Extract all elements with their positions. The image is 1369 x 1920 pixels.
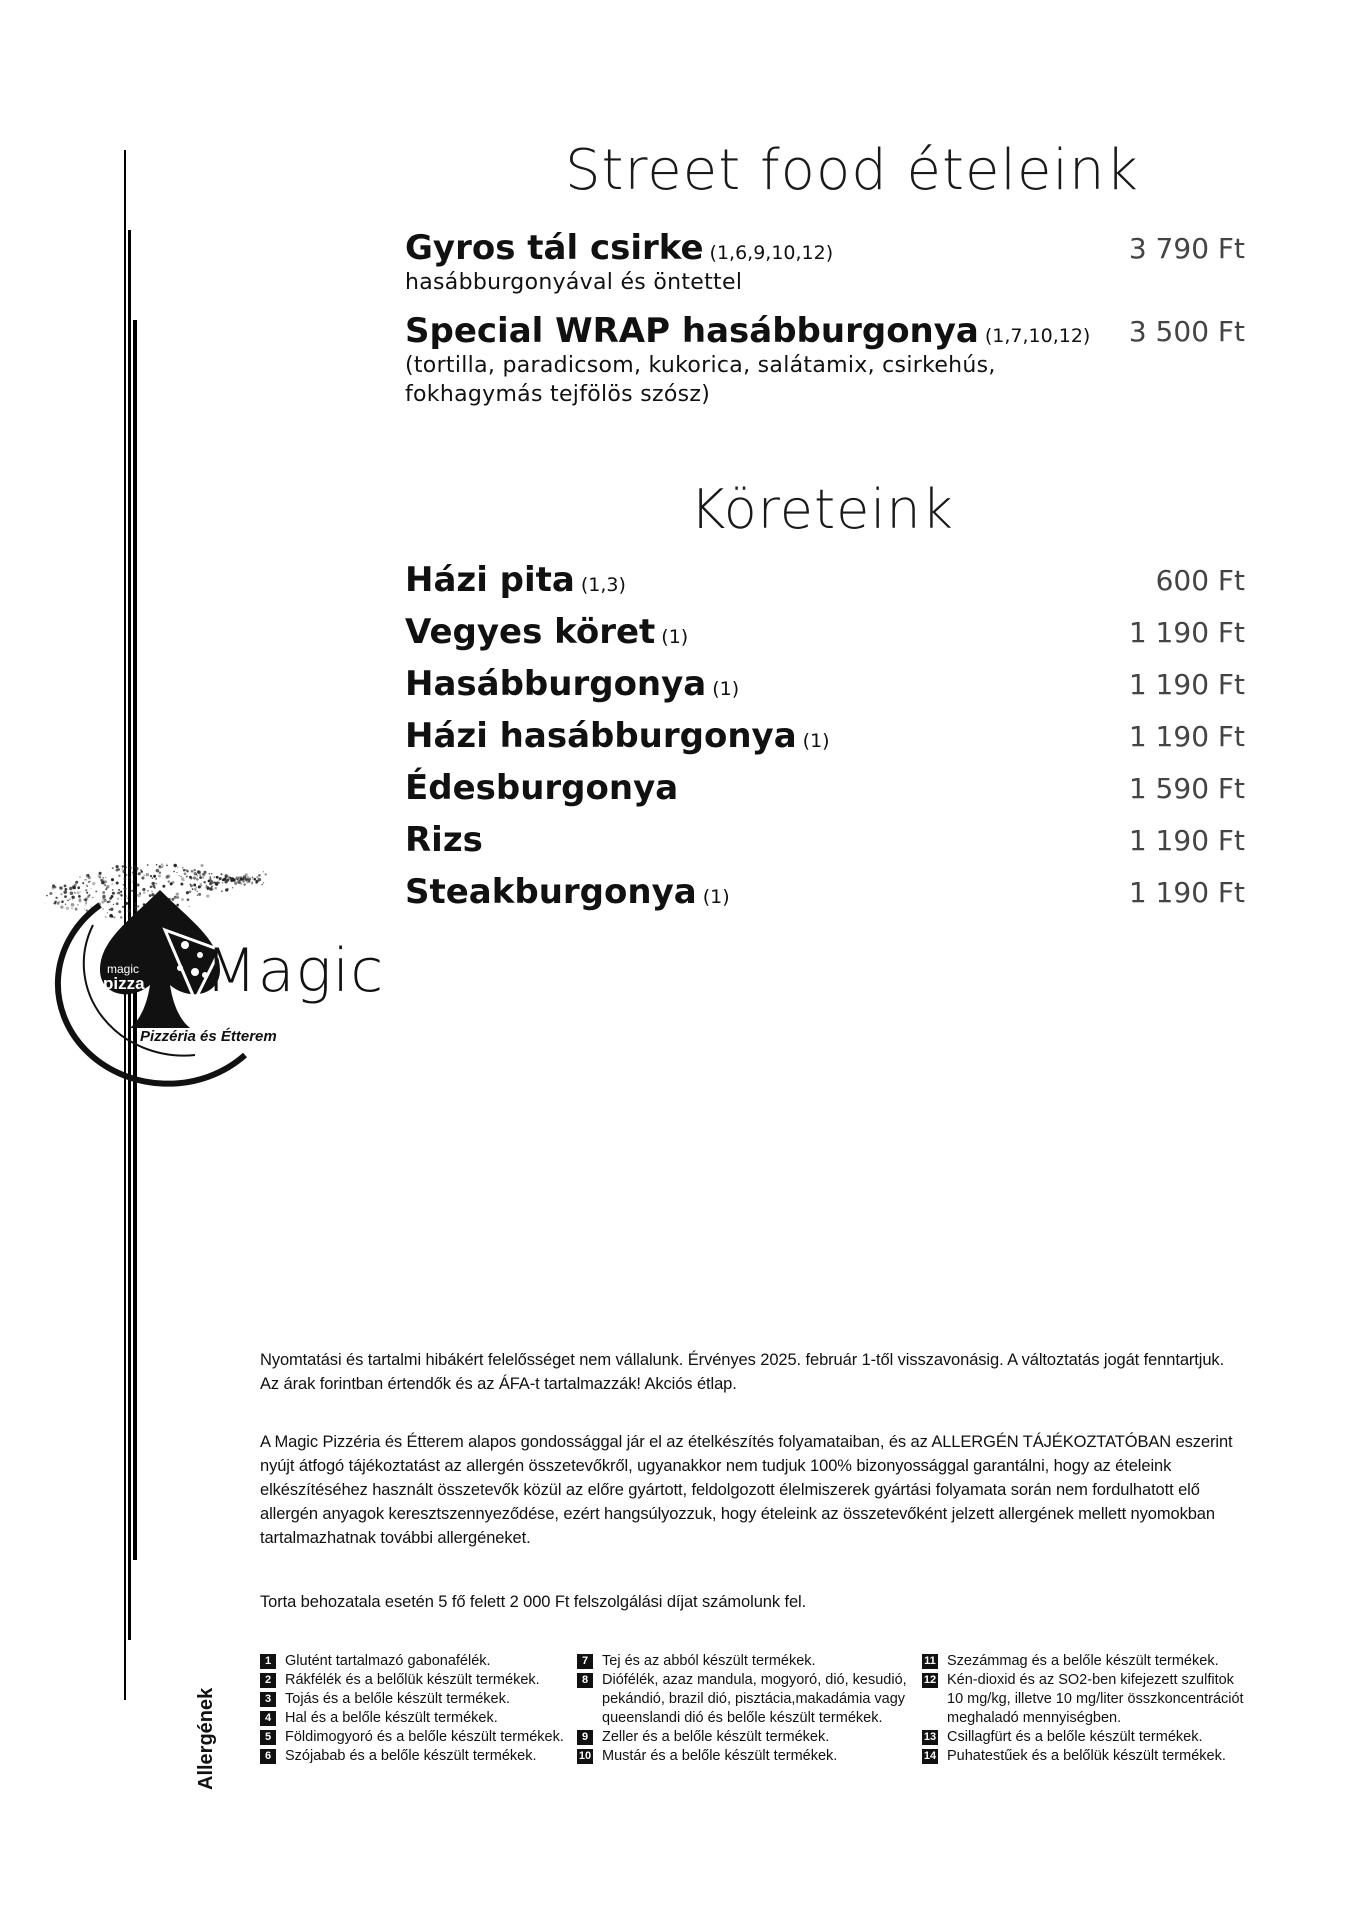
allergen-text: Tej és az abból készült termékek. xyxy=(602,1653,816,1669)
item-allergens: (1,3) xyxy=(580,574,626,596)
item-allergens: (1) xyxy=(712,678,740,700)
menu-item xyxy=(405,612,1245,664)
allergen-entry xyxy=(260,1747,570,1766)
cake-fee-text: Torta behozatala esetén 5 fő felett 2 000 Ft felszolgálási díjat számolunk fel. xyxy=(260,1593,807,1611)
allergen-number: 1 xyxy=(260,1654,276,1669)
item-allergens: (1) xyxy=(702,886,730,908)
allergens-title: Allergének xyxy=(195,1687,217,1790)
allergen-column xyxy=(260,1652,570,1766)
allergen-entry xyxy=(577,1728,907,1747)
allergen-text: Puhatestűek és a belőlük készült termékek. xyxy=(947,1748,1226,1764)
allergen-number: 12 xyxy=(923,1674,937,1686)
item-allergens: (1) xyxy=(802,730,830,752)
allergen-entry xyxy=(260,1709,570,1728)
item-price: 1 190 Ft xyxy=(1128,720,1245,753)
section-title-street-food: Street food ételeink xyxy=(565,138,1139,203)
menu-item xyxy=(405,228,1245,297)
item-name: Rizs xyxy=(405,820,483,860)
allergen-entry xyxy=(577,1747,907,1766)
item-price: 3 790 Ft xyxy=(1128,232,1245,265)
item-name: Házi hasábburgonya xyxy=(405,716,797,756)
allergen-number: 2 xyxy=(260,1673,276,1688)
allergen-entry xyxy=(260,1728,570,1747)
menu-item xyxy=(405,560,1245,612)
menu-item xyxy=(405,664,1245,716)
item-price: 1 190 Ft xyxy=(1128,876,1245,909)
logo-small-pizza: pizza xyxy=(103,974,145,993)
allergen-column xyxy=(577,1652,907,1766)
allergen-text: Csillagfürt és a belőle készült termékek. xyxy=(947,1729,1203,1745)
allergen-number: 11 xyxy=(922,1654,938,1669)
allergen-number: 7 xyxy=(577,1654,593,1669)
item-name: Vegyes köret xyxy=(405,612,656,652)
allergen-entry xyxy=(922,1747,1252,1766)
allergen-text: Szójabab és a belőle készült termékek. xyxy=(285,1748,537,1764)
allergen-entry xyxy=(922,1671,1252,1728)
allergen-text: Diófélék, azaz mandula, mogyoró, dió, kesudió, pekándió, brazil dió, pisztácia,makadámia vagy queenslandi dió és belőle készült termékek. xyxy=(602,1672,907,1726)
allergen-text: Földimogyoró és a belőle készült termékek. xyxy=(285,1729,564,1745)
item-price: 600 Ft xyxy=(1155,564,1245,597)
item-description: (tortilla, paradicsom, kukorica, salátamix, csirkehús, fokhagymás tejfölös szósz) xyxy=(405,353,996,407)
allergen-column xyxy=(922,1652,1252,1766)
item-description: hasábburgonyával és öntettel xyxy=(405,270,743,295)
allergen-text: Szezámmag és a belőle készült termékek. xyxy=(947,1653,1219,1669)
magic-pizza-logo xyxy=(45,850,390,1090)
allergen-entry xyxy=(260,1652,570,1671)
logo-small-magic: magic xyxy=(107,962,140,976)
menu-item xyxy=(405,716,1245,768)
item-allergens: (1,6,9,10,12) xyxy=(709,242,834,264)
allergen-info-text: A Magic Pizzéria és Étterem alapos gondossággal jár el az ételkészítés folyamataiban, és az ALLERGÉN TÁJÉKOZTATÓBAN eszerint nyújt átfogó tájékoztatást az allergén összetevőkről, ugyanakkor nem tudjuk 100% bizonyossággal garantálni, hogy az ételeink elkészítéséhez használt összetevők közül az előre gyártott, feldolgozott élelmiszerek gyártási folyamata során nem fordulhatott elő allergén anyagok keresztszennyeződése, ezért hangsúlyozzuk, hogy ételeink az összetevőként jelzett allergének mellett nyomokban tartalmazhatnak további allergéneket. xyxy=(260,1433,1233,1547)
item-price: 1 190 Ft xyxy=(1128,668,1245,701)
allergen-entry xyxy=(260,1671,570,1690)
allergen-text: Kén-dioxid és az SO2-ben kifejezett szulfitok 10 mg/kg, illetve 10 mg/liter összkoncentrációt meghaladó mennyiségben. xyxy=(947,1672,1244,1726)
item-name: Special WRAP hasábburgonya xyxy=(405,311,979,351)
allergen-number: 14 xyxy=(923,1750,937,1762)
allergen-number: 3 xyxy=(260,1692,276,1707)
menu-item xyxy=(405,311,1245,409)
item-name: Édesburgonya xyxy=(405,768,679,808)
menu-item xyxy=(405,820,1245,872)
section-title-koreteink: Köreteink xyxy=(690,478,954,541)
item-name: Hasábburgonya xyxy=(405,664,707,704)
allergen-text: Glutént tartalmazó gabonafélék. xyxy=(285,1653,491,1669)
allergen-number: 9 xyxy=(577,1730,593,1745)
sides-list xyxy=(405,560,1245,924)
allergen-entry xyxy=(922,1728,1252,1747)
item-name: Steakburgonya xyxy=(405,872,697,912)
allergen-text: Zeller és a belőle készült termékek. xyxy=(602,1729,830,1745)
item-price: 1 190 Ft xyxy=(1128,824,1245,857)
menu-item xyxy=(405,768,1245,820)
allergen-text: Mustár és a belőle készült termékek. xyxy=(602,1748,838,1764)
street-food-list xyxy=(405,228,1245,409)
allergen-number: 5 xyxy=(260,1730,276,1745)
allergen-text: Tojás és a belőle készült termékek. xyxy=(285,1691,510,1707)
allergen-entry xyxy=(577,1671,907,1728)
item-name: Házi pita xyxy=(405,560,575,600)
allergen-text: Hal és a belőle készült termékek. xyxy=(285,1710,498,1726)
item-name: Gyros tál csirke xyxy=(405,228,704,268)
allergen-entry xyxy=(577,1652,907,1671)
logo-wordmark: Magic xyxy=(205,936,385,1006)
allergen-number: 4 xyxy=(260,1711,276,1726)
allergen-number: 6 xyxy=(260,1749,276,1764)
allergen-number: 8 xyxy=(577,1673,593,1688)
allergen-number: 10 xyxy=(578,1750,592,1762)
item-allergens: (1,7,10,12) xyxy=(984,325,1091,347)
menu-item xyxy=(405,872,1245,924)
item-price: 3 500 Ft xyxy=(1128,315,1245,348)
allergen-entry xyxy=(922,1652,1252,1671)
allergen-number: 13 xyxy=(923,1731,937,1743)
allergen-entry xyxy=(260,1690,570,1709)
logo-subtitle: Pizzéria és Étterem xyxy=(140,1028,277,1045)
item-allergens: (1) xyxy=(661,626,689,648)
disclaimer-text: Nyomtatási és tartalmi hibákért felelősséget nem vállalunk. Érvényes 2025. február 1-től visszavonásig. A változtatás jogát fenntartjuk. Az árak forintban értendők és az ÁFA-t tartalmazzák! Akciós étlap. xyxy=(260,1351,1225,1393)
item-price: 1 590 Ft xyxy=(1128,772,1245,805)
allergen-text: Rákfélék és a belőlük készült termékek. xyxy=(285,1672,540,1688)
item-price: 1 190 Ft xyxy=(1128,616,1245,649)
